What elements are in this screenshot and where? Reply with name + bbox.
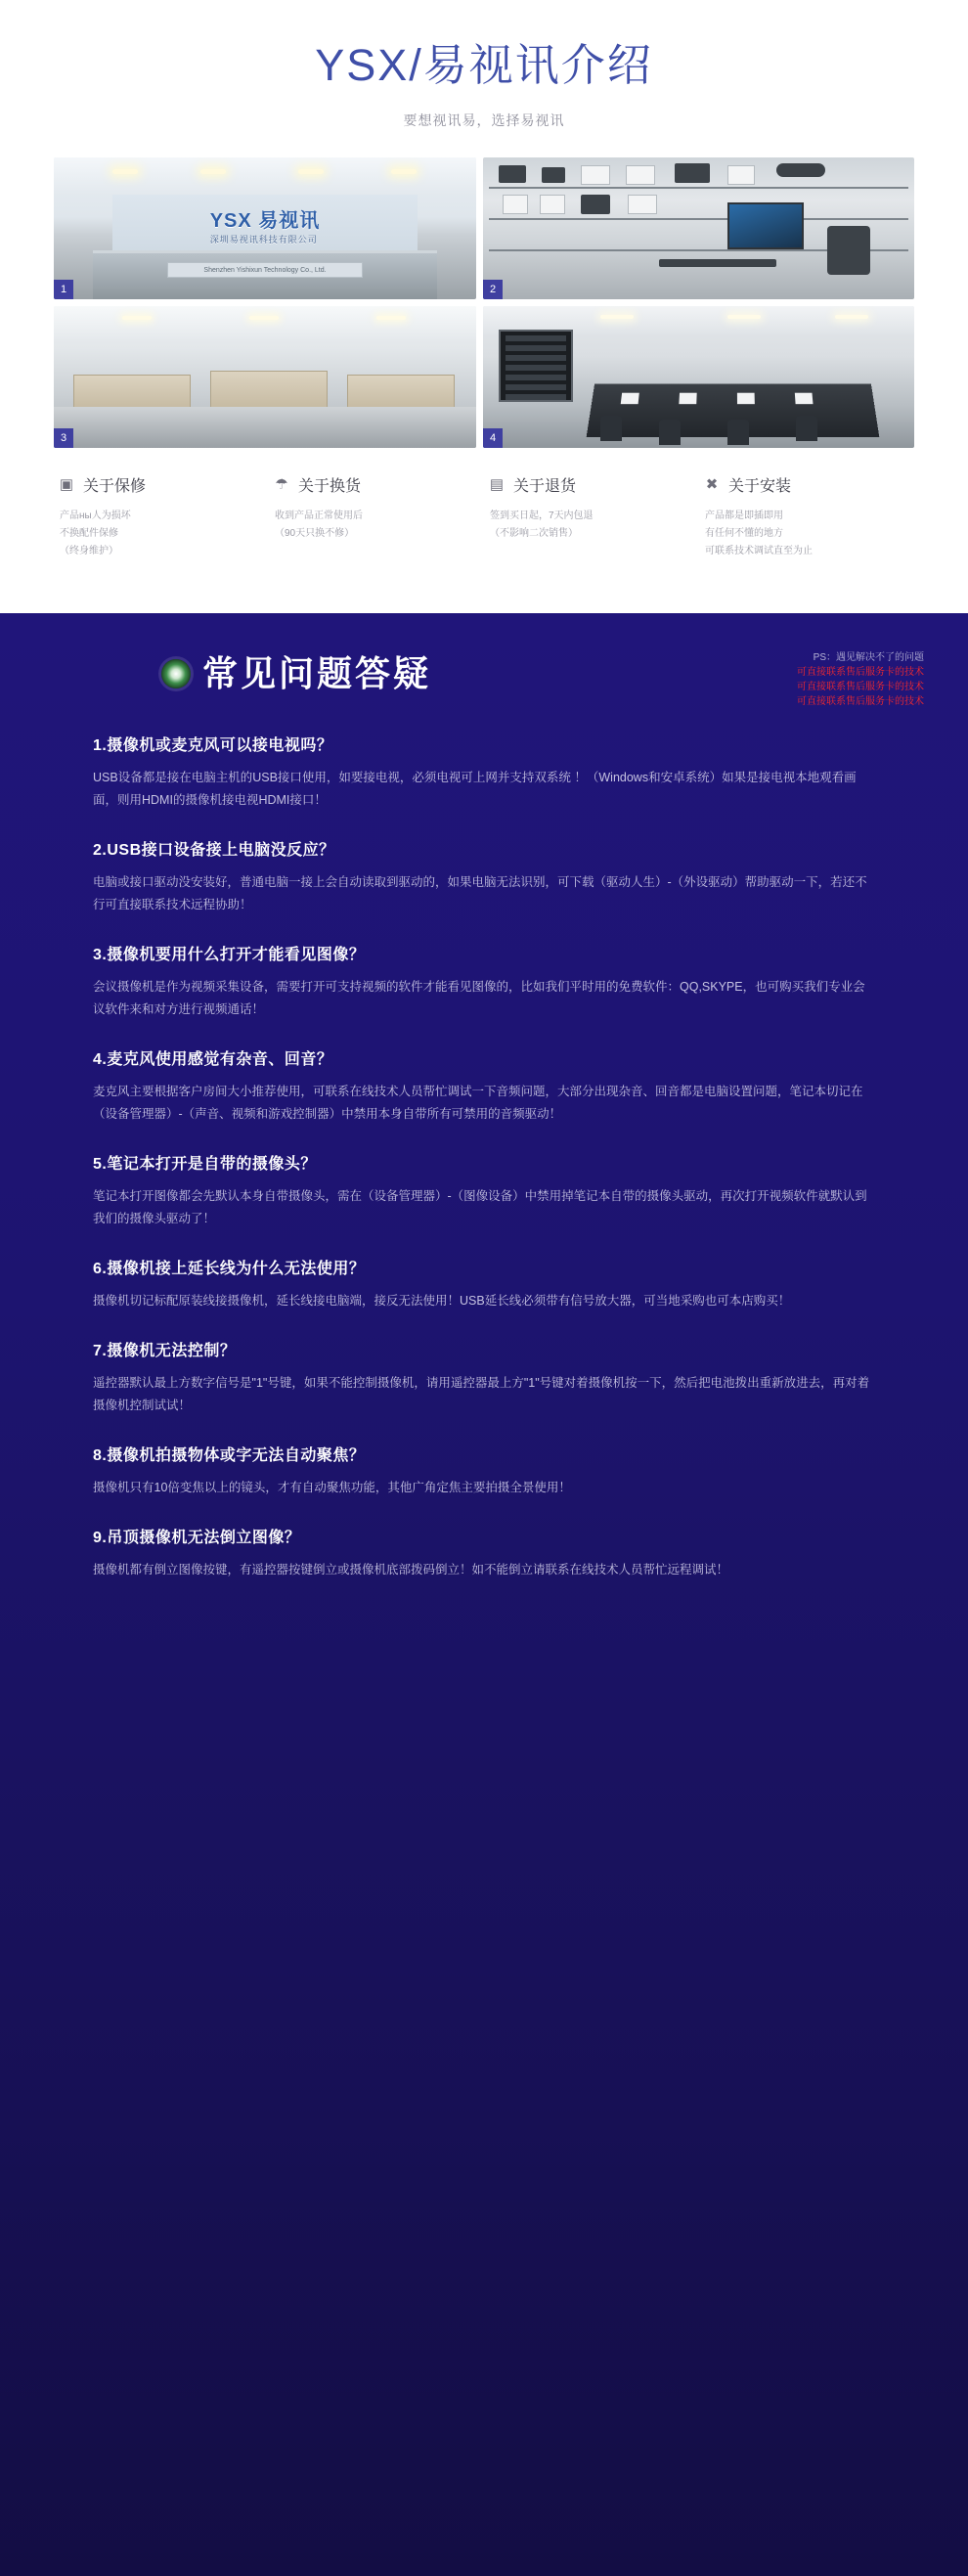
lamp-icon: [200, 169, 226, 174]
photo-badge: 1: [54, 280, 73, 299]
faq-question: 3.摄像机要用什么打开才能看见图像？: [93, 947, 366, 963]
gallery-photo-office: [54, 306, 476, 448]
service-line: 不换配件保修: [60, 528, 118, 539]
faq-question: 4.麦克风使用感觉有杂音、回音？: [93, 1051, 333, 1068]
faq-item: [93, 1338, 875, 1417]
service-install: [699, 473, 914, 560]
faq-question: 7.摄像机无法控制？: [93, 1343, 237, 1359]
faq-question: 9.吊顶摄像机无法倒立图像？: [93, 1530, 301, 1546]
photo-badge: 3: [54, 428, 73, 448]
counter-decor: [659, 259, 776, 267]
faq-title: 常见问题答疑: [202, 653, 432, 693]
faq-item: [93, 837, 875, 916]
office-chair: [796, 416, 817, 441]
shelf-decor: [489, 218, 908, 220]
faq-ps-hot-line: 可直接联系售后服务卡的技术: [797, 682, 924, 692]
service-warranty: [54, 473, 269, 560]
ceiling-decor: [54, 157, 476, 195]
paper-sheet: [737, 393, 755, 404]
service-warranty-lines: [58, 508, 269, 560]
office-chair: [659, 420, 681, 445]
service-install-lines: [703, 508, 914, 560]
service-exchange-lines: [273, 508, 484, 543]
gallery-photo-showroom: [483, 157, 914, 299]
shelf-decor: [489, 187, 908, 189]
service-install-title: 关于安装: [728, 478, 792, 495]
lamp-icon: [298, 169, 324, 174]
product-item: [581, 195, 610, 214]
service-return-head: [488, 473, 699, 496]
service-policy-row: [54, 473, 914, 560]
company-logo: [210, 204, 321, 245]
faq-item: [93, 1256, 875, 1312]
faq-question: 1.摄像机或麦克风可以接电视吗？: [93, 737, 333, 754]
monitor-screen: [727, 202, 804, 249]
office-chair: [600, 416, 622, 441]
faq-item: [93, 733, 875, 812]
photo-badge: 4: [483, 428, 503, 448]
service-exchange: [269, 473, 484, 560]
faq-item: [93, 942, 875, 1021]
faq-ps-note: [797, 650, 924, 709]
page-title: YSX/易视讯介绍: [315, 40, 653, 90]
service-line: （终身维护）: [60, 546, 118, 556]
service-install-head: [703, 473, 914, 496]
faq-answer: 会议摄像机是作为视频采集设备，需要打开可支持视频的软件才能看见图像的，比如我们平时用的免费软件：QQ,SKYPE，也可购买我们专业会议软件来和对方进行视频通话！: [93, 980, 865, 1016]
service-exchange-title: 关于换货: [298, 478, 362, 495]
faq-answer: 摄像机都有倒立图像按键，有遥控器按键倒立或摄像机底部拨码倒立！如不能倒立请联系在线技术人员帮忙远程调试！: [93, 1563, 729, 1577]
lamp-icon: [376, 316, 406, 320]
faq-answer: 摄像机切记标配原装线接摄像机，延长线接电脑端，接反无法使用！USB延长线必须带有信号放大器，可当地采购也可本店购买！: [93, 1294, 791, 1308]
service-line: 有任何不懂的地方: [705, 528, 783, 539]
photo-badge: 2: [483, 280, 503, 299]
product-item: [776, 163, 825, 177]
product-item: [626, 165, 655, 185]
company-logo-text: YSX 易视讯: [209, 210, 321, 232]
product-item: [675, 163, 710, 183]
lamp-icon: [727, 315, 761, 319]
intro-section: [0, 0, 968, 613]
faq-answer: USB设备都是接在电脑主机的USB接口使用，如要接电视，必须电视可上网并支持双系统 ！（Windows和安卓系统）如果是接电视本地观看画面，则用HDMI的摄像机接电视HDMI接口！: [93, 771, 857, 807]
lamp-icon: [249, 316, 279, 320]
gallery-photo-lobby: [54, 157, 476, 299]
service-return-title: 关于退货: [513, 478, 577, 495]
faq-question: 8.摄像机拍摄物体或字无法自动聚焦？: [93, 1447, 366, 1464]
service-return-lines: [488, 508, 699, 543]
ceiling-decor: [54, 306, 476, 339]
faq-answer: 麦克风主要根据客户房间大小推荐使用，可联系在线技术人员帮忙调试一下音频问题，大部分出现杂音、回音都是电脑设置问题，笔记本切记在（设备管理器）-（声音、视频和游戏控制器）中禁用本身自带所有可禁用的音频驱动！: [93, 1085, 863, 1121]
service-return: [484, 473, 699, 560]
faq-title-wrap: [44, 646, 924, 696]
faq-answer: 笔记本打开图像都会先默认本身自带摄像头，需在（设备管理器）-（图像设备）中禁用掉笔记本自带的摄像头驱动，再次打开视频软件就默认到我们的摄像头驱动了！: [93, 1189, 867, 1225]
faq-answer: 遥控器默认最上方数字信号是"1"号键，如果不能控制摄像机，请用遥控器最上方"1"号键对着摄像机按一下，然后把电池拨出重新放进去，再对着摄像机控制试试！: [93, 1376, 870, 1412]
faq-ps-hot-line: 可直接联系售后服务卡的技术: [797, 667, 924, 678]
floor-decor: [54, 407, 476, 448]
photo-gallery: [54, 157, 914, 448]
company-name-en: Shenzhen Yishixun Technology Co., Ltd.: [167, 262, 363, 278]
product-item: [499, 165, 526, 183]
page-subtitle: 要想视讯易，选择易视讯: [403, 112, 565, 128]
exchange-icon: ☂: [275, 475, 288, 493]
faq-header: [44, 646, 924, 711]
lamp-icon: [391, 169, 417, 174]
paper-sheet: [621, 393, 639, 404]
faq-question: 5.笔记本打开是自带的摄像头？: [93, 1156, 317, 1173]
faq-question: 2.USB接口设备接上电脑没反应？: [93, 842, 335, 859]
service-line: 产品都是即插即用: [705, 511, 783, 521]
faq-list: [93, 733, 875, 1581]
photo-image: [54, 157, 476, 299]
faq-ps-hot-line: 可直接联系售后服务卡的技术: [797, 696, 924, 707]
lamp-icon: [122, 316, 152, 320]
product-item: [581, 165, 610, 185]
product-item: [540, 195, 565, 214]
lamp-icon: [835, 315, 868, 319]
office-chair: [727, 420, 749, 445]
paper-sheet: [679, 393, 696, 404]
service-warranty-title: 关于保修: [83, 478, 147, 495]
install-icon: ✖: [705, 475, 719, 493]
service-exchange-head: [273, 473, 484, 496]
product-item: [503, 195, 528, 214]
service-line: 签到买日起，7天内包退: [490, 511, 594, 521]
return-icon: ▤: [489, 475, 505, 493]
service-line: 可联系技术调试直至为止: [705, 546, 813, 556]
lamp-icon: [112, 169, 138, 174]
service-line: （不影响二次销售）: [490, 528, 578, 539]
company-name-cn: 深圳易视讯科技有限公司: [209, 235, 318, 244]
faq-answer: 电脑或接口驱动没安装好，普通电脑一接上会自动读取到驱动的，如果电脑无法识别，可下载（驱动人生）-（外设驱动）帮助驱动一下，若还不行可直接联系技术远程协助！: [93, 875, 867, 911]
warranty-icon: ▣: [59, 475, 74, 493]
eye-icon: [161, 659, 191, 688]
service-line: 产品ны人为损坏: [60, 511, 131, 521]
faq-answer: 摄像机只有10倍变焦以上的镜头，才有自动聚焦功能，其他广角定焦主要拍摄全景使用！: [93, 1481, 571, 1494]
product-item: [542, 167, 565, 183]
product-item: [727, 165, 755, 185]
gallery-photo-meeting-room: [483, 306, 914, 448]
faq-item: [93, 1046, 875, 1126]
faq-item: [93, 1443, 875, 1499]
paper-sheet: [795, 393, 814, 404]
faq-ps-label: PS：遇见解决不了的问题: [813, 652, 924, 663]
service-warranty-head: [58, 473, 269, 496]
faq-section: [0, 613, 968, 2576]
photo-image: [54, 306, 476, 448]
service-line: 收到产品正常使用后: [275, 511, 363, 521]
service-line: （90天只换不修）: [275, 528, 355, 539]
photo-image: [483, 157, 914, 299]
office-chair: [827, 226, 870, 275]
lamp-icon: [600, 315, 634, 319]
faq-item: [93, 1525, 875, 1581]
photo-image: [483, 306, 914, 448]
server-rack: [499, 330, 573, 402]
faq-item: [93, 1151, 875, 1230]
faq-question: 6.摄像机接上延长线为什么无法使用？: [93, 1261, 366, 1277]
product-item: [628, 195, 657, 214]
